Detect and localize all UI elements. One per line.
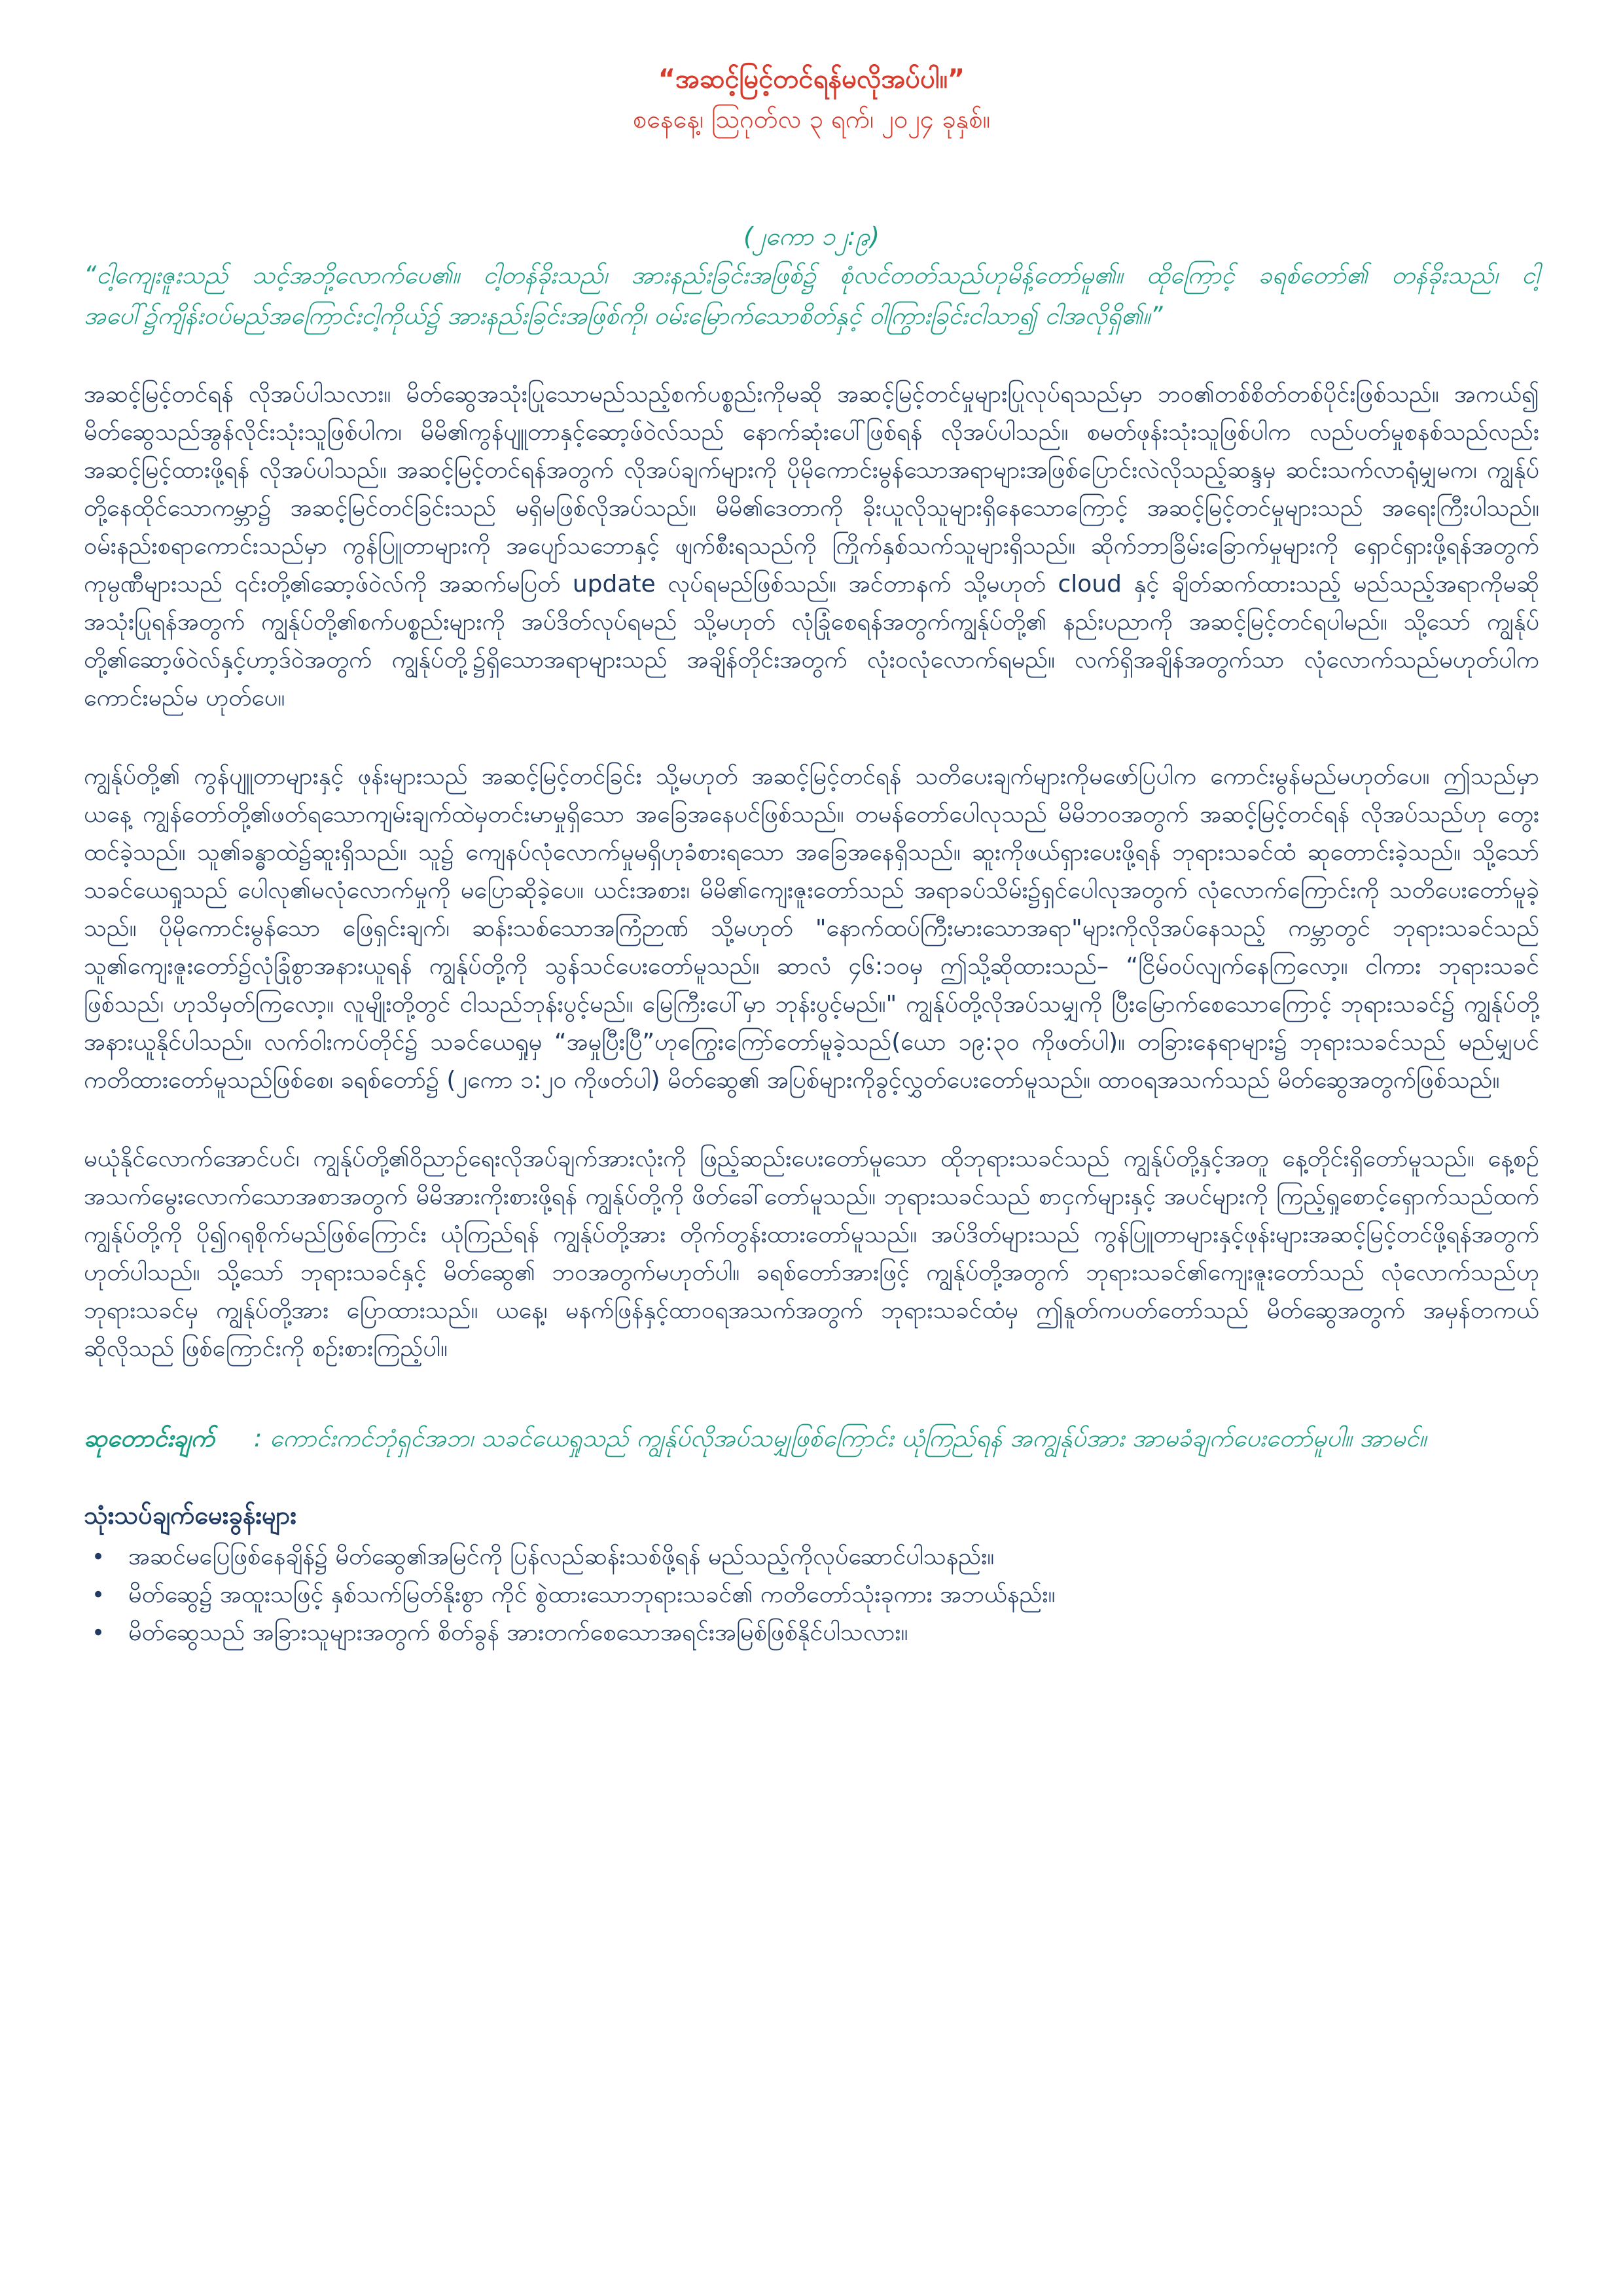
prayer-text: : ကောင်းကင်ဘုံရှင်အဘ၊ သခင်ယေရှုသည် ကျွန်ုပ်လိုအပ်သမျှဖြစ်ကြောင်း ယုံကြည်ရန် အကျွန်ုပ်အား အာမခံချက်ပေးတော်မူပါ။ အာမင်။ [253, 1424, 1427, 1452]
questions-list [84, 1538, 1539, 1652]
list-item [84, 1576, 1539, 1614]
verse-text: “ငါ့ကျေးဇူးသည် သင့်အဘို့လောက်ပေ၏။ ငါ့တန်ခိုးသည်၊ အားနည်းခြင်းအဖြစ်၌ စုံလင်တတ်သည်ဟုမိန့်တော်မူ၏။ ထိုကြောင့် ခရစ်တော်၏ တန်ခိုးသည်၊ ငါ့အပေါ်၌ကျိန်းဝပ်မည်အကြောင်းငါ့ကိုယ်၌ အားနည်းခြင်းအဖြစ်ကို၊ ဝမ်းမြောက်သောစိတ်နှင့် ဝါကြွားခြင်းငါသာ၍ ငါအလိုရှိ၏။” [84, 261, 1539, 330]
devotional-page [84, 59, 1539, 1652]
prayer [84, 1419, 1539, 1458]
body-paragraph-3: မယုံနိုင်လောက်အောင်ပင်၊ ကျွန်ုပ်တို့၏ဝိညာဉ်ရေးလိုအပ်ချက်အားလုံးကို ဖြည့်ဆည်းပေးတော်မူသော ထိုဘုရားသခင်သည် ကျွန်ုပ်တို့နှင့်အတူ နေ့တိုင်းရှိတော်မူသည်။ နေ့စဉ်အသက်မွေးလောက်သောအစာအတွက် မိမိအားကိုးစားဖို့ရန် ကျွန်ုပ်တို့ကို ဖိတ်ခေါ်တော်မူသည်။ ဘုရားသခင်သည် စာငှက်များနှင့် အပင်များကို ကြည့်ရှုစောင့်ရှောက်သည်ထက် ကျွန်ုပ်တို့ကို ပို၍ဂရုစိုက်မည်ဖြစ်ကြောင်း ယုံကြည်ရန် ကျွန်ုပ်တို့အား တိုက်တွန်းထားတော်မူသည်။ အပ်ဒိတ်များသည် ကွန်ပြူတာများနှင့်ဖုန်းများအဆင့်မြင့်တင်ဖို့ရန်အတွက် ဟုတ်ပါသည်။ သို့သော် ဘုရားသခင်နှင့် မိတ်ဆွေ၏ ဘဝအတွက်မဟုတ်ပါ။ ခရစ်တော်အားဖြင့် ကျွန်ုပ်တို့အတွက် ဘုရားသခင်၏ကျေးဇူးတော်သည် လုံလောက်သည်ဟုဘုရားသခင်မှ ကျွန်ုပ်တို့အား ပြောထားသည်။ ယနေ့၊ မနက်ဖြန်နှင့်ထာဝရအသက်အတွက် ဘုရားသခင်ထံမှ ဤနူတ်ကပတ်တော်သည် မိတ်ဆွေအတွက် အမှန်တကယ်ဆိုလိုသည် ဖြစ်ကြောင်းကို စဉ်းစားကြည့်ပါ။ [84, 1145, 1539, 1362]
questions-title: သုံးသပ်ချက်မေးခွန်းများ [84, 1501, 297, 1530]
page-date: စနေနေ့၊ ဩဂုတ်လ ၃ ရက်၊ ၂၀၂၄ ခုနှစ်။ [632, 105, 991, 134]
bullet-icon: • [92, 1582, 105, 1608]
prayer-label: ဆုတောင်းချက် [84, 1424, 215, 1452]
question-text: အဆင်မပြေဖြစ်နေချိန်၌ မိတ်ဆွေ၏အမြင်ကို ပြန်လည်ဆန်းသစ်ဖို့ရန် မည်သည့်ကိုလုပ်ဆောင်ပါသနည်း။ [128, 1543, 995, 1570]
bullet-icon: • [92, 1544, 105, 1570]
question-text: မိတ်ဆွေ၌ အထူးသဖြင့် နှစ်သက်မြတ်နိုးစွာ ကိုင် စွဲထားသောဘုရားသခင်၏ ကတိတော်သုံးခုကား အဘယ်နည်း။ [128, 1581, 1056, 1608]
body-paragraph-2: ကျွန်ုပ်တို့၏ ကွန်ပျူတာများနှင့် ဖုန်းများသည် အဆင့်မြင့်တင်ခြင်း သို့မဟုတ် အဆင့်မြင့်တင်ရန် သတိပေးချက်များကိုမဖော်ပြပါက ကောင်းမွန်မည်မဟုတ်ပေ။ ဤသည်မှာ ယနေ့ ကျွန်တော်တို့၏ဖတ်ရသောကျမ်းချက်ထဲမှတင်းမာမှုရှိသော အခြေအနေပင်ဖြစ်သည်။ တမန်တော်ပေါလုသည် မိမိဘဝအတွက် အဆင့်မြင့်တင်ရန် လိုအပ်သည်ဟု တွေးထင်ခဲ့သည်။ သူ၏ခန္ဓာထဲ၌ဆူးရှိသည်။ သူ၌ ကျေနပ်လုံလောက်မှုမရှိဟုခံစားရသော အခြေအနေရှိသည်။ ဆူးကိုဖယ်ရှားပေးဖို့ရန် ဘုရားသခင်ထံ ဆုတောင်းခဲ့သည်။ သို့သော်သခင်ယေရှုသည် ပေါလု၏မလုံလောက်မှုကို မပြောဆိုခဲ့ပေ။ ယင်းအစား၊ မိမိ၏ကျေးဇူးတော်သည် အရာခပ်သိမ်း၌ရှင်ပေါလုအတွက် လုံလောက်ကြောင်းကို သတိပေးတော်မူခဲ့သည်။ ပိုမိုကောင်းမွန်သော ဖြေရှင်းချက်၊ ဆန်းသစ်သောအကြံဉာဏ် သို့မဟုတ် "နောက်ထပ်ကြီးမားသောအရာ"များကိုလိုအပ်နေသည့် ကမ္ဘာတွင် ဘုရားသခင်သည် သူ၏ကျေးဇူးတော်၌လုံခြုံစွာအနားယူရန် ကျွန်ုပ်တို့ကို သွန်သင်ပေးတော်မူသည်။ ဆာလံ ၄၆:၁၀မှ ဤသို့ဆိုထားသည်– “ငြိမ်ဝပ်လျက်နေကြလော့။ ငါကား ဘုရားသခင်ဖြစ်သည်၊ ဟုသိမှတ်ကြလော့။ လူမျိုးတို့တွင် ငါသည်ဘုန်းပွင့်မည်။ မြေကြီးပေါ်မှာ ဘုန်းပွင့်မည်။" ကျွန်ုပ်တို့လိုအပ်သမျှကို ပြီးမြောက်စေသောကြောင့် ဘုရားသခင်၌ ကျွန်ုပ်တို့အနားယူနိုင်ပါသည်။ လက်ဝါးကပ်တိုင်၌ သခင်ယေရှုမှ “အမှုပြီးပြီ”ဟုကြွေးကြော်တော်မူခဲ့သည်(ယော ၁၉:၃၀ ကိုဖတ်ပါ)။ တခြားနေရာများ၌ ဘုရားသခင်သည် မည်မျှပင် ကတိထားတော်မူသည်ဖြစ်စေ၊ ခရစ်တော်၌ (၂ကော ၁:၂၀ ကိုဖတ်ပါ) မိတ်ဆွေ၏ အပြစ်များကိုခွင့်လွှတ်ပေးတော်မူသည်။ ထာဝရအသက်သည် မိတ်ဆွေအတွက်ဖြစ်သည်။ [84, 763, 1539, 1094]
verse-reference: (၂ကော ၁၂:၉) [743, 222, 880, 251]
list-item [84, 1614, 1539, 1652]
body-paragraph-1: အဆင့်မြင့်တင်ရန် လိုအပ်ပါသလား။ မိတ်ဆွေအသုံးပြုသောမည်သည့်စက်ပစ္စည်းကိုမဆို အဆင့်မြင့်တင်မှုများပြုလုပ်ရသည်မှာ ဘဝ၏တစ်စိတ်တစ်ပိုင်းဖြစ်သည်။ အကယ်၍ မိတ်ဆွေသည်အွန်လိုင်းသုံးသူဖြစ်ပါက၊ မိမိ၏ကွန်ပျူတာနှင့်ဆော့ဖ်ဝဲလ်သည် နောက်ဆုံးပေါ်ဖြစ်ရန် လိုအပ်ပါသည်။ စမတ်ဖုန်းသုံးသူဖြစ်ပါက လည်ပတ်မှုစနစ်သည်လည်း အဆင့်မြင့်ထားဖို့ရန် လိုအပ်ပါသည်။ အဆင့်မြင့်တင်ရန်အတွက် လိုအပ်ချက်များကို ပိုမိုကောင်းမွန်သောအရာများအဖြစ်ပြောင်းလဲလိုသည့်ဆန္ဒမှ ဆင်းသက်လာရုံမျှမက၊ ကျွန်ုပ်တို့နေထိုင်သောကမ္ဘာ၌ အဆင့်မြင်တင်ခြင်းသည် မရှိမဖြစ်လိုအပ်သည်။ မိမိ၏ဒေတာကို ခိုးယူလိုသူများရှိနေသောကြောင့် အဆင့်မြင့်တင်မှုများသည် အရေးကြီးပါသည်။ ဝမ်းနည်းစရာကောင်းသည်မှာ ကွန်ပြူတာများကို အပျော်သဘောနှင့် ဖျက်စီးရသည်ကို ကြိုက်နှစ်သက်သူများရှိသည်။ ဆိုက်ဘာခြိမ်းခြောက်မှုများကို ရှောင်ရှားဖို့ရန်အတွက် ကုမ္ပဏီများသည် ၎င်းတို့၏ဆော့ဖ်ဝဲလ်ကို အဆက်မပြတ် update လုပ်ရမည်ဖြစ်သည်။ အင်တာနက် သို့မဟုတ် cloud နှင့် ချိတ်ဆက်ထားသည့် မည်သည့်အရာကိုမဆို အသုံးပြုရန်အတွက် ကျွန်ုပ်တို့၏စက်ပစ္စည်းများကို အပ်ဒိတ်လုပ်ရမည် သို့မဟုတ် လုံခြုံစေရန်အတွက်ကျွန်ုပ်တို့၏ နည်းပညာကို အဆင့်မြင့်တင်ရပါမည်။ သို့သော် ကျွန်ုပ်တို့၏ဆော့ဖ်ဝဲလ်နှင့်ဟာ့ဒ်ဝဲအတွက် ကျွန်ုပ်တို့၌ရှိသောအရာများသည် အချိန်တိုင်းအတွက် လုံးဝလုံလောက်ရမည်။ လက်ရှိအချိန်အတွက်သာ လုံလောက်သည်မဟုတ်ပါက ကောင်းမည်မ ဟုတ်ပေ။ [84, 381, 1539, 711]
question-text: မိတ်ဆွေသည် အခြားသူများအတွက် စိတ်ခွန် အားတက်စေသောအရင်းအမြစ်ဖြစ်နိုင်ပါသလား။ [128, 1619, 908, 1646]
page-title: “အဆင့်မြင့်တင်ရန်မလိုအပ်ပါ။” [658, 64, 965, 94]
bullet-icon: • [92, 1620, 105, 1646]
list-item [84, 1538, 1539, 1576]
